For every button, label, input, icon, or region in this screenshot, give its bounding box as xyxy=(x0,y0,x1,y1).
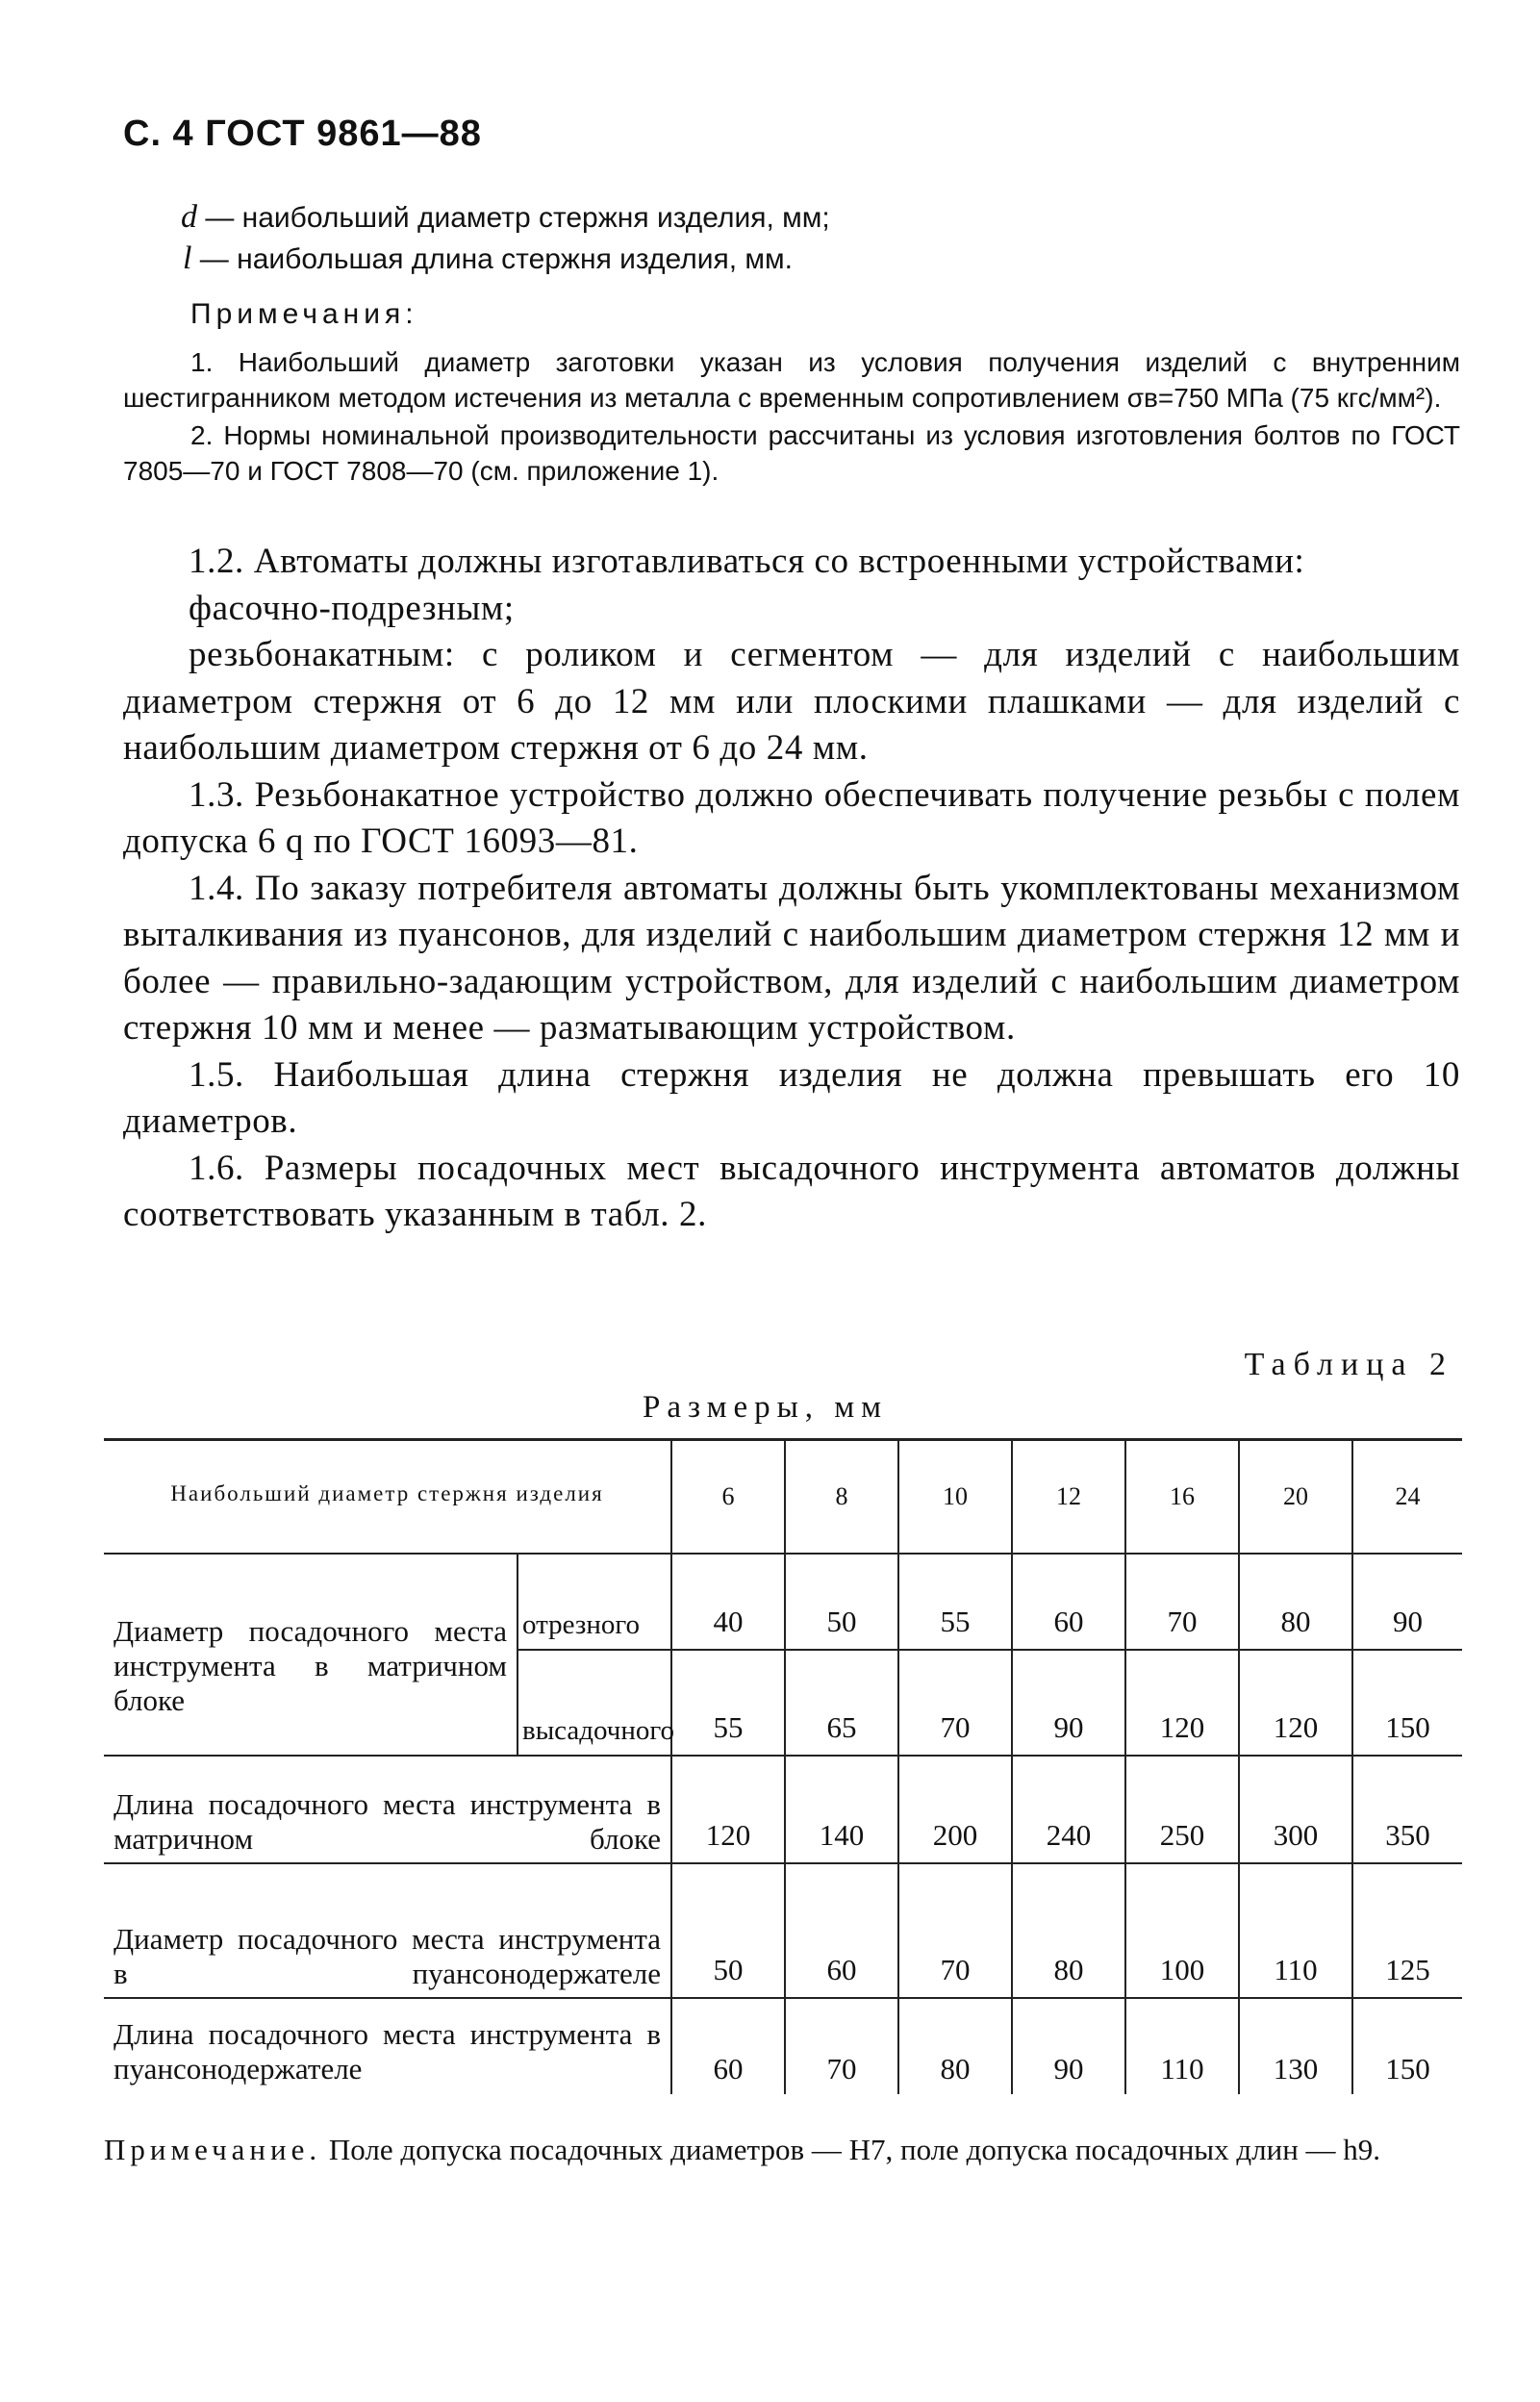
table-cell: 60 xyxy=(1012,1554,1125,1650)
table-caption: Таблица 2 xyxy=(1244,1347,1453,1382)
table-header-row xyxy=(104,1440,1462,1555)
column-header: 16 xyxy=(1125,1440,1239,1555)
table-cell: 140 xyxy=(785,1756,898,1863)
paragraph: 1.2. Автоматы должны изготавливаться со встроенными устройствами: xyxy=(189,542,1305,581)
table-cell: 130 xyxy=(1239,1998,1352,2094)
table-row xyxy=(104,1863,1462,1998)
table-cell: 120 xyxy=(1239,1650,1352,1756)
column-header: 10 xyxy=(898,1440,1012,1555)
table-row xyxy=(104,1756,1462,1863)
row-label: Диаметр посадочного места инструмента в матричном блоке xyxy=(114,1614,507,1717)
table-row xyxy=(104,1998,1462,2094)
table-cell: 65 xyxy=(785,1650,898,1756)
table-cell: 150 xyxy=(1352,1998,1462,2094)
row-label: Длина посадочного места инструмента в матричном блоке xyxy=(104,1756,671,1863)
table-cell: 70 xyxy=(898,1863,1012,1998)
table-footnote xyxy=(104,2131,1460,2169)
symbol-definitions xyxy=(181,197,830,280)
paragraph: 1.5. Наибольшая длина стержня изделия не должна превышать его 10 диаметров. xyxy=(123,1054,1460,1141)
header-label: Наибольший диаметр стержня изделия xyxy=(104,1440,671,1555)
table-cell: 70 xyxy=(898,1650,1012,1756)
row-label: Длина посадочного места инструмента в пуансонодержателе xyxy=(104,1998,671,2094)
row-label: Диаметр посадочного места инструмента в пуансонодержателе xyxy=(104,1863,671,1998)
table-subtitle: Размеры, мм xyxy=(643,1390,889,1425)
definition-l xyxy=(181,239,830,280)
table-cell: 80 xyxy=(1239,1554,1352,1650)
definition-symbol: d xyxy=(181,199,197,235)
table-cell: 100 xyxy=(1125,1863,1239,1998)
definition-text: — наибольший диаметр стержня изделия, мм; xyxy=(197,202,830,234)
table-cell: 60 xyxy=(785,1863,898,1998)
paragraph: фасочно-подрезным; xyxy=(189,588,515,628)
table-row xyxy=(104,1554,1462,1650)
table-cell: 250 xyxy=(1125,1756,1239,1863)
row-sublabel: высадочного xyxy=(518,1650,671,1756)
note-2: 2. Нормы номинальной производительности рассчитаны из условия изготовления болтов по ГОСТ 7805—70 и ГОСТ 7808—70 (см. приложение 1). xyxy=(123,420,1460,486)
definition-symbol: l xyxy=(183,240,192,276)
table-cell: 120 xyxy=(1125,1650,1239,1756)
table-cell: 120 xyxy=(671,1756,785,1863)
table-cell: 90 xyxy=(1012,1650,1125,1756)
footnote-label: Примечание. xyxy=(104,2133,322,2166)
table-cell: 300 xyxy=(1239,1756,1352,1863)
table-cell: 60 xyxy=(671,1998,785,2094)
table-cell: 90 xyxy=(1012,1998,1125,2094)
definition-d xyxy=(181,197,830,239)
table-cell: 55 xyxy=(671,1650,785,1756)
note-1: 1. Наибольший диаметр заготовки указан из условия получения изделий с внутренним шестигранником методом истечения из металла с временным сопротивлением σв=750 МПа (75 кгс/мм²). xyxy=(123,347,1460,413)
table-cell: 200 xyxy=(898,1756,1012,1863)
paragraph: 1.6. Размеры посадочных мест высадочного инструмента автоматов должны соответствовать указанным в табл. 2. xyxy=(123,1148,1460,1234)
table-cell: 80 xyxy=(1012,1863,1125,1998)
table-cell: 50 xyxy=(671,1863,785,1998)
column-header: 8 xyxy=(785,1440,898,1555)
table-cell: 50 xyxy=(785,1554,898,1650)
table-cell: 150 xyxy=(1352,1650,1462,1756)
table-cell: 80 xyxy=(898,1998,1012,2094)
table-cell: 55 xyxy=(898,1554,1012,1650)
paragraph: резьбонакатным: с роликом и сегментом — для изделий с наибольшим диаметром стержня от 6 до 12 мм или плоскими плашками — для изделий с наибольшим диаметром стержня от 6 до 24 мм. xyxy=(123,635,1460,768)
table-cell: 110 xyxy=(1125,1998,1239,2094)
column-header: 24 xyxy=(1352,1440,1462,1555)
table-cell: 110 xyxy=(1239,1863,1352,1998)
column-header: 20 xyxy=(1239,1440,1352,1555)
body-text xyxy=(123,539,1460,1239)
table-cell: 40 xyxy=(671,1554,785,1650)
column-header: 6 xyxy=(671,1440,785,1555)
row-sublabel: отрезного xyxy=(518,1554,671,1650)
dimensions-table xyxy=(104,1438,1462,2094)
notes-heading: Примечания: xyxy=(190,298,418,330)
table-cell: 350 xyxy=(1352,1756,1462,1863)
table-cell: 240 xyxy=(1012,1756,1125,1863)
notes xyxy=(123,344,1460,489)
footnote-text: Поле допуска посадочных диаметров — Н7, поле допуска посадочных длин — h9. xyxy=(321,2133,1381,2166)
table-cell: 125 xyxy=(1352,1863,1462,1998)
definition-text: — наибольшая длина стержня изделия, мм. xyxy=(191,243,793,275)
table-cell: 90 xyxy=(1352,1554,1462,1650)
paragraph: 1.3. Резьбонакатное устройство должно обеспечивать получение резьбы с полем допуска 6 q по ГОСТ 16093—81. xyxy=(123,774,1460,861)
paragraph: 1.4. По заказу потребителя автоматы должны быть укомплектованы механизмом выталкивания из пуансонов, для изделий с наибольшим диаметром стержня 12 мм и более — правильно-задающим устройством, для изделий с наибольшим диаметром стержня 10 мм и менее — разматывающим устройством. xyxy=(123,868,1460,1048)
table-cell: 70 xyxy=(785,1998,898,2094)
table-cell: 70 xyxy=(1125,1554,1239,1650)
column-header: 12 xyxy=(1012,1440,1125,1555)
page-header: С. 4 ГОСТ 9861—88 xyxy=(123,114,482,154)
